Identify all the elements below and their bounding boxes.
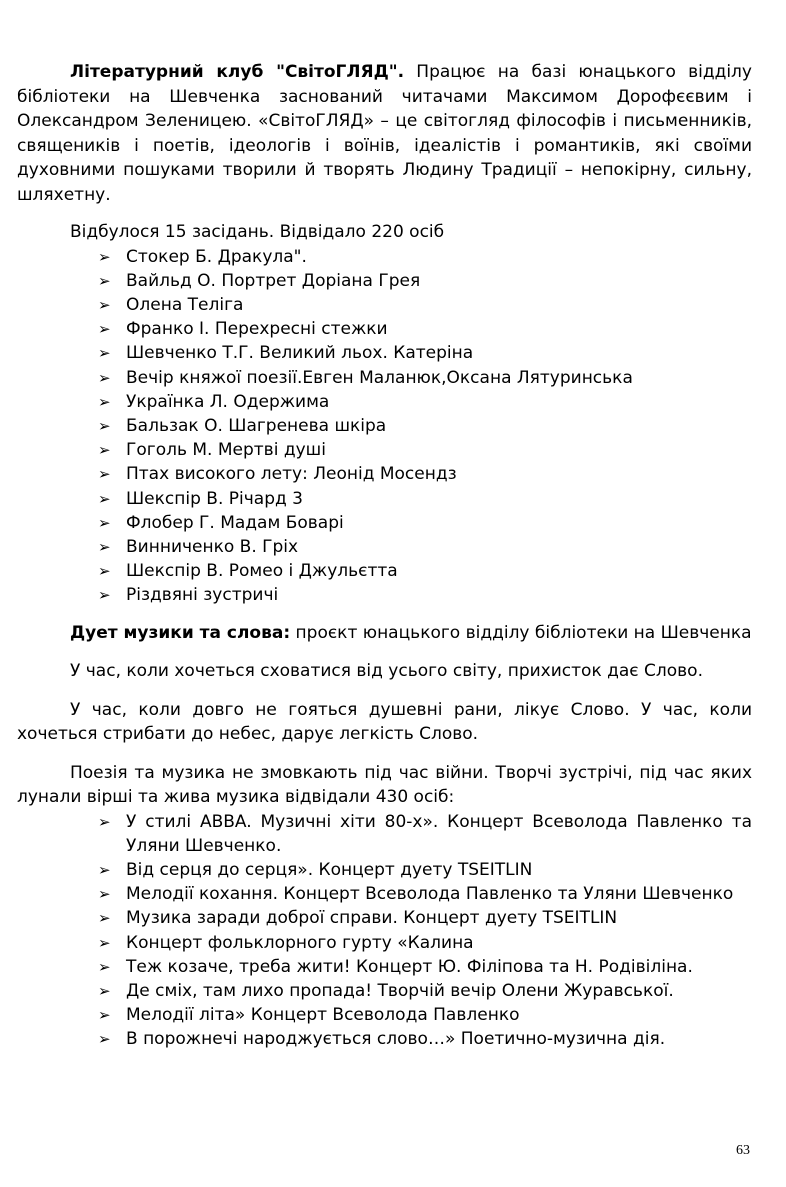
list-item-text: Музика заради доброї справи. Концерт дуету TSEITLIN [126, 908, 618, 929]
arrow-bullet-icon: ➢ [98, 465, 111, 484]
list-item-text: Шевченко Т.Г. Великий льох. Катеріна [126, 343, 474, 364]
arrow-bullet-icon: ➢ [98, 295, 111, 314]
list-item-text: Різдвяні зустричі [126, 585, 279, 606]
arrow-bullet-icon: ➢ [98, 247, 111, 266]
arrow-bullet-icon: ➢ [98, 344, 111, 363]
list-item [17, 438, 752, 462]
list-item [17, 906, 752, 930]
list-item [17, 583, 752, 607]
duet-title: Дует музики та слова: [70, 622, 291, 643]
list-item [17, 366, 752, 390]
list-item-text: Вайльд О. Портрет Доріана Грея [126, 270, 421, 291]
list-item-text: Мелодії кохання. Концерт Всеволода Павленко та Уляни Шевченко [126, 884, 734, 905]
arrow-bullet-icon: ➢ [98, 271, 111, 290]
club-description: Працює на базі юнацького відділу бібліотеки на Шевченка заснований читачами Максимом Дорофєєвим і Олександром Зеленицею. «СвітоГЛЯД» – це світогляд філософів і письменників, священиків і поетів, ідеологів і воїнів, ідеалістів і романтиків, які своїми духовними пошуками творили й творять Людину Традиції – непокірну, сильну, шляхетну. [17, 62, 752, 205]
list-item-text: Птах високого лету: Леонід Мосендз [126, 464, 457, 485]
list-item [17, 511, 752, 535]
arrow-bullet-icon: ➢ [98, 562, 111, 581]
club-meetings-list [17, 245, 752, 608]
arrow-bullet-icon: ➢ [98, 368, 111, 387]
arrow-bullet-icon: ➢ [98, 812, 111, 831]
list-item-text: Олена Теліга [126, 294, 244, 315]
page-content [17, 60, 752, 1052]
list-item [17, 414, 752, 438]
arrow-bullet-icon: ➢ [98, 957, 111, 976]
club-title: Літературний клуб "СвітоГЛЯД". [70, 62, 405, 82]
list-item [17, 317, 752, 341]
list-item-text: Концерт фольклорного гурту «Калина [126, 932, 474, 953]
list-item [17, 979, 752, 1003]
arrow-bullet-icon: ➢ [98, 392, 111, 411]
list-item-text: У стилі ABBA. Музичні хіти 80-х». Концерт Всеволода Павленко та Уляни Шевченко. [126, 811, 752, 856]
music-paragraph: Поезія та музика не змовкають під час війни. Творчі зустрічі, під час яких лунали вірші та жива музика відвідали 430 осіб: [17, 762, 752, 808]
list-item-text: Українка Л. Одержима [126, 391, 330, 412]
list-item-text: Шекспір В. Ромео і Джульєтта [126, 561, 398, 582]
list-item [17, 955, 752, 979]
list-item [17, 269, 752, 293]
list-item-text: Винниченко В. Гріх [126, 536, 299, 557]
list-item-text: Гоголь М. Мертві душі [126, 440, 326, 461]
list-item-text: В порожнечі народжується слово…» Поетично-музична дія. [126, 1029, 666, 1050]
list-item [17, 882, 752, 906]
arrow-bullet-icon: ➢ [98, 1030, 111, 1049]
list-item [17, 1003, 752, 1027]
duet-events-list [17, 810, 752, 1052]
list-item [17, 293, 752, 317]
duet-intro-paragraph [17, 621, 752, 646]
arrow-bullet-icon: ➢ [98, 513, 111, 532]
arrow-bullet-icon: ➢ [98, 909, 111, 928]
list-item-text: Мелодії літа» Концерт Всеволода Павленко [126, 1005, 520, 1026]
list-item [17, 810, 752, 858]
list-item-text: Стокер Б. Дракула". [126, 246, 307, 267]
arrow-bullet-icon: ➢ [98, 1006, 111, 1025]
list-item-text: Шекспір В. Річард 3 [126, 488, 303, 509]
list-item [17, 341, 752, 365]
list-item-text: Вечір княжої поезії.Евген Маланюк,Оксана Лятуринська [126, 367, 633, 388]
arrow-bullet-icon: ➢ [98, 537, 111, 556]
club-intro-paragraph [17, 60, 752, 207]
list-item [17, 462, 752, 486]
arrow-bullet-icon: ➢ [98, 416, 111, 435]
list-item [17, 559, 752, 583]
arrow-bullet-icon: ➢ [98, 860, 111, 879]
arrow-bullet-icon: ➢ [98, 885, 111, 904]
arrow-bullet-icon: ➢ [98, 933, 111, 952]
list-item-text: Від серця до серця». Концерт дуету TSEITLIN [126, 859, 533, 880]
arrow-bullet-icon: ➢ [98, 320, 111, 339]
list-item-text: Де сміх, там лихо пропада! Творчій вечір Олени Журавської. [126, 980, 674, 1001]
list-item [17, 245, 752, 269]
list-item [17, 535, 752, 559]
word-paragraph-2: У час, коли довго не гояться душевні рани, лікує Слово. У час, коли хочеться стрибати до небес, дарує легкість Слово. [17, 699, 752, 745]
list-item-text: Теж козаче, треба жити! Концерт Ю. Філіпова та Н. Родівіліна. [126, 956, 693, 977]
list-item-text: Бальзак О. Шагренева шкіра [126, 415, 387, 436]
arrow-bullet-icon: ➢ [98, 981, 111, 1000]
list-item [17, 390, 752, 414]
list-item [17, 487, 752, 511]
word-paragraph-1: У час, коли хочеться сховатися від усього світу, прихисток дає Слово. [70, 661, 703, 682]
club-stats: Відбулося 15 засідань. Відвідало 220 осіб [70, 222, 445, 242]
arrow-bullet-icon: ➢ [98, 441, 111, 460]
list-item [17, 931, 752, 955]
list-item [17, 858, 752, 882]
list-item-text: Флобер Г. Мадам Боварі [126, 512, 344, 533]
duet-description: проєкт юнацького відділу бібліотеки на Шевченка [290, 622, 752, 643]
page-number: 63 [736, 1143, 750, 1158]
arrow-bullet-icon: ➢ [98, 489, 111, 508]
list-item-text: Франко І. Перехресні стежки [126, 319, 388, 340]
list-item [17, 1027, 752, 1051]
arrow-bullet-icon: ➢ [98, 586, 111, 605]
